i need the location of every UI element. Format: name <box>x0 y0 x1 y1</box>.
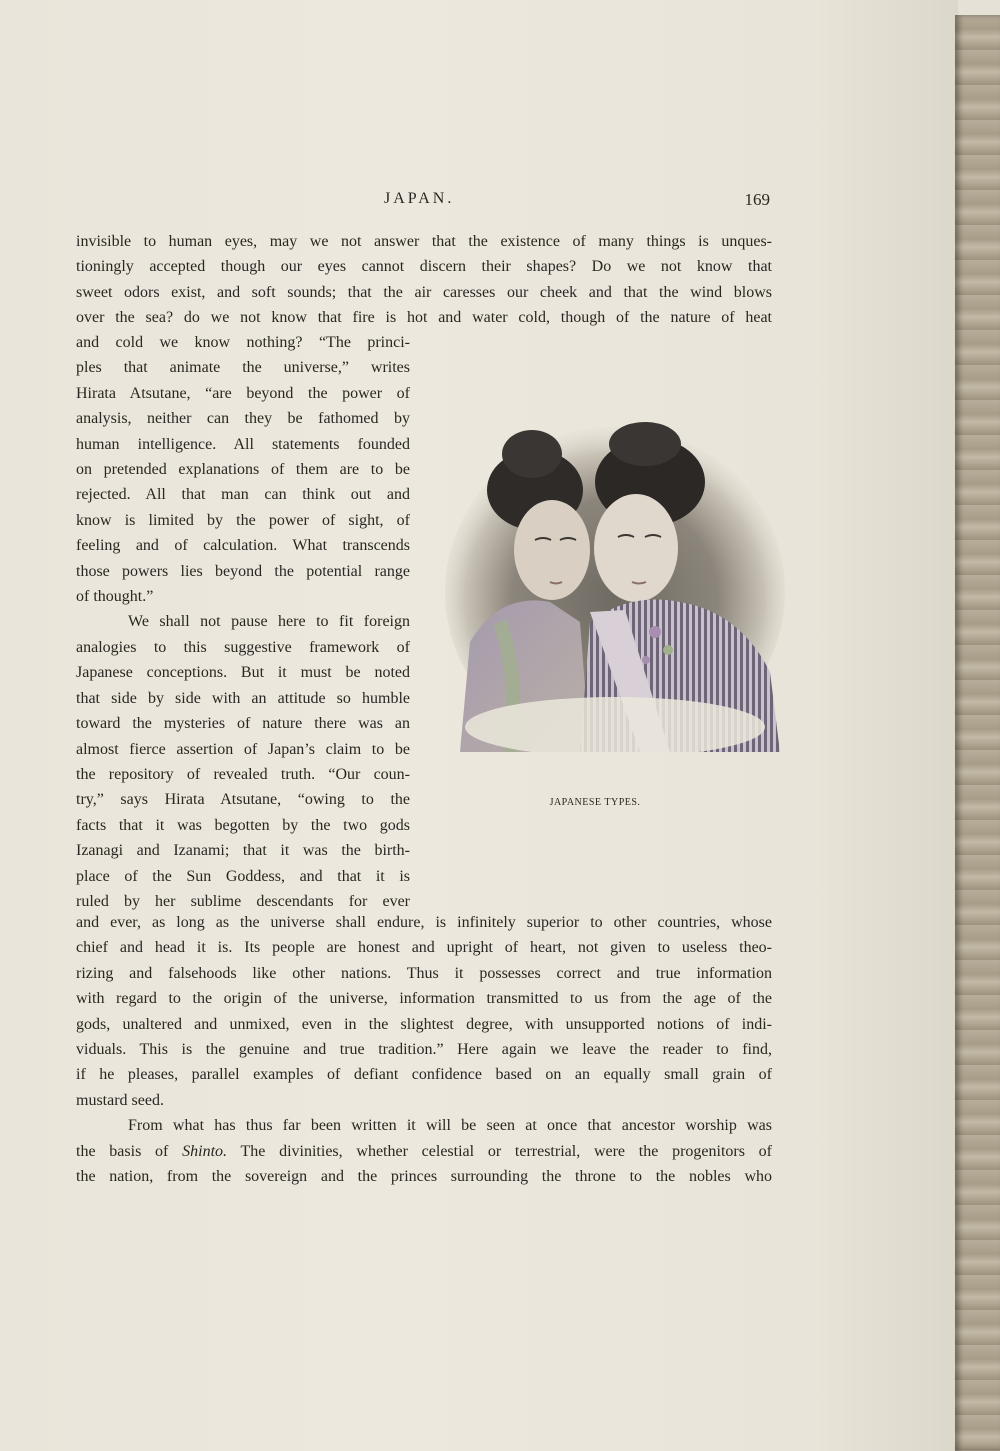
text-line: know is limited by the power of sight, of <box>76 511 410 529</box>
text-line: analogies to this suggestive framework of <box>76 638 410 656</box>
text-block-bottom <box>76 910 772 1189</box>
text-line: toward the mysteries of nature there was an <box>76 715 410 733</box>
text-line: try,” says Hirata Atsutane, “owing to the <box>76 791 410 809</box>
text-line: rizing and falsehoods like other nations. Thus it possesses correct and true information <box>76 964 772 982</box>
text-line: human intelligence. All statements founded <box>76 435 410 453</box>
italic-term: Shinto. <box>182 1142 228 1160</box>
text-line: facts that it was begotten by the two gods <box>76 816 410 834</box>
text-line: From what has thus far been written it will be seen at once that ancestor worship was <box>128 1117 772 1135</box>
text-line: with regard to the origin of the universe, information transmitted to us from the age of the <box>76 990 772 1008</box>
text-line: invisible to human eyes, may we not answer that the existence of many things is unques- <box>76 233 772 250</box>
text-line: Japanese conceptions. But it must be noted <box>76 664 410 682</box>
text-line: gods, unaltered and unmixed, even in the slightest degree, with unsupported notions of indi- <box>76 1015 772 1033</box>
text-line: mustard seed. <box>76 1091 164 1109</box>
text-line: viduals. This is the genuine and true tradition.” Here again we leave the reader to find, <box>76 1041 772 1059</box>
page-header <box>76 190 770 214</box>
text-line: over the sea? do we not know that fire is hot and water cold, though of the nature of heat <box>76 309 772 327</box>
text-line: tioningly accepted though our eyes cannot discern their shapes? Do we not know that <box>76 258 772 276</box>
text-block-top <box>76 229 772 331</box>
running-title: JAPAN. <box>384 190 455 207</box>
text-line: place of the Sun Goddess, and that it is <box>76 867 410 885</box>
text-line: the repository of revealed truth. “Our coun- <box>76 765 410 783</box>
text-line: that side by side with an attitude so humble <box>76 689 410 707</box>
text-line: Izanagi and Izanami; that it was the birth- <box>76 842 410 860</box>
book-binding-edge <box>955 15 1000 1451</box>
text-line: the nation, from the sovereign and the princes surrounding the throne to the nobles who <box>76 1168 772 1186</box>
text-line: on pretended explanations of them are to be <box>76 461 410 479</box>
text-fragment: the basis of <box>76 1142 183 1160</box>
photo-figure <box>440 422 790 752</box>
text-line: of thought.” <box>76 588 154 606</box>
text-line: rejected. All that man can think out and <box>76 486 410 504</box>
text-block-narrow <box>76 330 410 914</box>
text-line: analysis, neither can they be fathomed by <box>76 410 410 428</box>
text-line: if he pleases, parallel examples of defiant confidence based on an equally small grain of <box>76 1066 772 1084</box>
text-line: feeling and of calculation. What transcends <box>76 537 410 555</box>
text-line: ples that animate the universe,” writes <box>76 359 410 377</box>
text-line: ruled by her sublime descendants for ever <box>76 892 410 910</box>
text-line <box>76 1139 772 1164</box>
page-number: 169 <box>744 190 770 209</box>
text-line: almost fierce assertion of Japan’s claim to be <box>76 740 410 758</box>
text-line: those powers lies beyond the potential range <box>76 562 410 580</box>
text-line: chief and head it is. Its people are honest and upright of heart, not given to useless theo- <box>76 939 772 957</box>
text-line: Hirata Atsutane, “are beyond the power of <box>76 384 410 402</box>
text-line: sweet odors exist, and soft sounds; that the air caresses our cheek and that the wind blows <box>76 283 772 301</box>
text-line: and cold we know nothing? “The princi- <box>76 334 410 351</box>
portrait-photo <box>440 422 790 752</box>
text-line: and ever, as long as the universe shall endure, is infinitely superior to other countries, whose <box>76 914 772 931</box>
figure-caption: JAPANESE TYPES. <box>549 797 641 808</box>
text-line: We shall not pause here to fit foreign <box>128 613 410 631</box>
text-fragment: The divinities, whether celestial or terrestrial, were the progenitors of <box>227 1142 773 1160</box>
